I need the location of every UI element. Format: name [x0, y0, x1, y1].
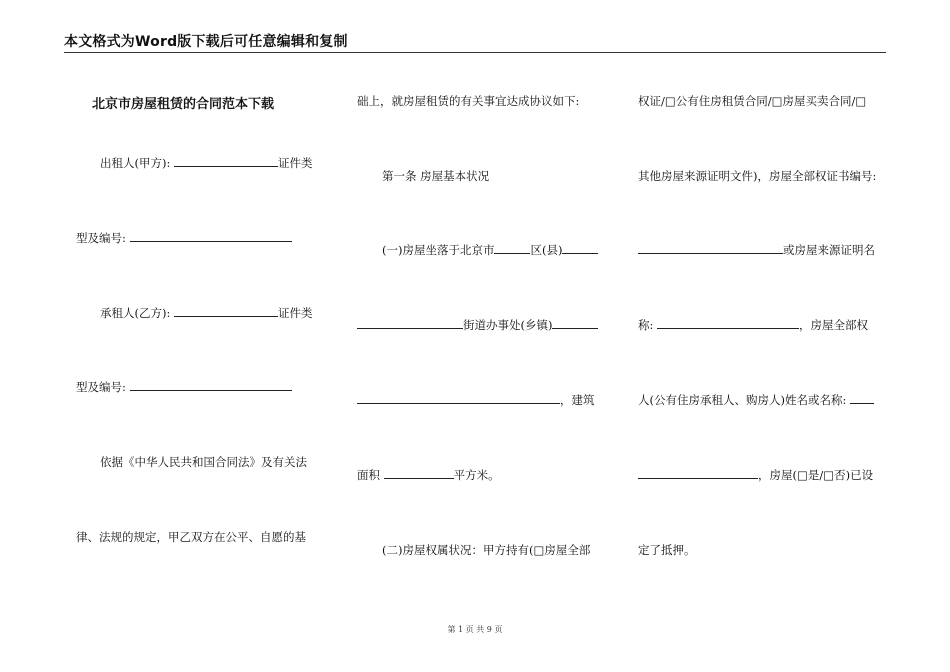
district-blank — [562, 242, 598, 254]
lessor-line — [100, 155, 313, 171]
certificate-number-line: 其他房屋来源证明文件)，房屋全部权证书编号: — [638, 169, 877, 183]
area-blank — [384, 467, 454, 479]
street-blank — [357, 317, 463, 329]
address-line — [357, 392, 595, 408]
street-office-label: 街道办事处(乡镇) — [463, 318, 553, 332]
document-title: 北京市房屋租赁的合同范本下载 — [92, 97, 275, 112]
address-blank — [357, 392, 560, 404]
lessee-label: 承租人(乙方): — [100, 306, 171, 320]
ownership-options-line: 权证/□公有住房租赁合同/□房屋买卖合同/□ — [638, 94, 867, 108]
name-line — [638, 317, 868, 333]
basis-paragraph-line-1: 依据《中华人民共和国合同法》及有关法 — [100, 455, 307, 469]
cert-type-label: 证件类 — [278, 306, 313, 320]
source-name-blank — [657, 317, 799, 329]
area-prefix: 面积 — [357, 468, 380, 482]
agreement-intro-line: 础上，就房屋租赁的有关事宜达成协议如下: — [357, 94, 580, 108]
lessee-id-blank — [130, 379, 292, 391]
owner-name-blank-start — [850, 392, 874, 404]
lessor-id-line — [76, 230, 292, 246]
name-prefix: 称: — [638, 318, 654, 332]
building-label: ，建筑 — [560, 393, 595, 407]
mortgage-end-line: 定了抵押。 — [638, 543, 696, 557]
certificate-number-blank — [638, 242, 783, 254]
mortgage-label: ，房屋(□是/□否)已设 — [758, 468, 874, 482]
lessee-id-line — [76, 379, 292, 395]
lessee-name-blank — [174, 305, 278, 317]
header-divider — [64, 52, 886, 53]
owner-name-line — [638, 392, 874, 408]
source-cert-label: 或房屋来源证明名 — [783, 243, 875, 257]
area-unit: 平方米。 — [453, 468, 500, 482]
city-area-blank — [494, 242, 530, 254]
location-line — [382, 242, 598, 258]
owner-name-label: 人(公有住房承租人、购房人)姓名或名称: — [638, 393, 847, 407]
district-label: 区(县) — [530, 243, 563, 257]
cert-type-label: 证件类 — [278, 156, 313, 170]
township-blank — [552, 317, 598, 329]
certificate-number-fill-line — [638, 242, 875, 258]
lessor-id-blank — [130, 230, 292, 242]
page-number: 第 1 页 共 9 页 — [447, 625, 503, 634]
ownership-line: (二)房屋权属状况：甲方持有(□房屋全部 — [382, 543, 591, 557]
mortgage-line — [638, 467, 873, 483]
lessor-label: 出租人(甲方): — [100, 156, 171, 170]
basis-paragraph-line-2: 律、法规的规定，甲乙双方在公平、自愿的基 — [76, 530, 306, 544]
type-no-label: 型及编号: — [76, 231, 126, 245]
location-prefix: (一)房屋坐落于北京市 — [382, 243, 495, 257]
street-line — [357, 317, 598, 333]
lessor-name-blank — [174, 155, 278, 167]
owner-name-blank — [638, 467, 758, 479]
lessee-line — [100, 305, 313, 321]
article-1-heading: 第一条 房屋基本状况 — [382, 169, 490, 183]
owner-label: ，房屋全部权 — [799, 318, 869, 332]
area-line — [357, 467, 500, 483]
type-no-label: 型及编号: — [76, 380, 126, 394]
document-header-banner: 本文格式为Word版下载后可任意编辑和复制 — [64, 34, 348, 50]
